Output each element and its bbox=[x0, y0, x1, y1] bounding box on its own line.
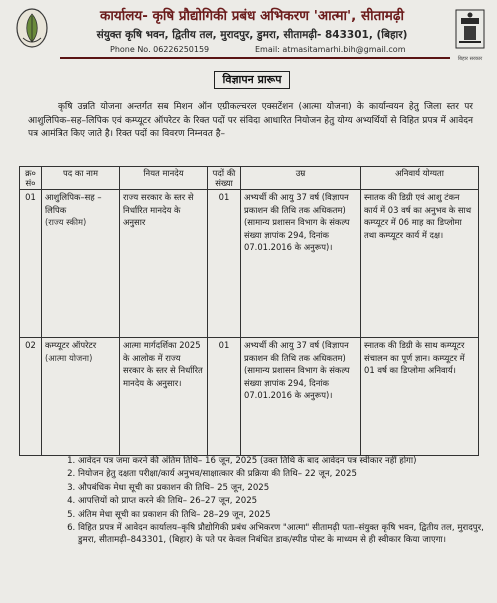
intro-paragraph: कृषि उन्नति योजना अन्तर्गत सब मिशन ऑन एग्रीकल्चरल एक्सटेंशन (आत्मा योजना) के कार्यान्वयन हेतु जिला स्तर पर आशुलिपिक–सह–लिपिक एवं कम्प्यूटर ऑपरेटर के रिक्त पदों पर संविदा आधारित नियोजन हेतु योग्य अभ्यर्थियों से विहित प्रपत्र में आवेदन पत्र आमंत्रित किए जाते है। रिक्त पदों का विवरण निम्नवत है– bbox=[28, 102, 473, 139]
advertisement-title: विज्ञापन प्रारूप bbox=[214, 71, 290, 89]
org-title: कार्यालय- कृषि प्रौद्योगिकी प्रबंध अभिकरण 'आत्मा', सीतामढ़ी bbox=[100, 8, 404, 24]
atma-logo bbox=[15, 8, 49, 50]
row-qualification: स्नातक की डिग्री एवं आशु टंकन कार्य में 03 वर्ष का अनुभव के साथ कम्प्यूटर में 06 माह का डिप्लोमा तथा कम्प्यूटर कार्य में दक्ष। bbox=[361, 190, 479, 338]
table-row bbox=[20, 338, 479, 456]
row-pay: आत्मा मार्गदर्शिका 2025 के आलोक में राज्य सरकार के स्तर से निर्धारित मानदेय के अनुसार। bbox=[120, 338, 208, 456]
bihar-emblem-logo bbox=[452, 6, 488, 56]
row-post-name: आशुलिपिक–सह –लिपिक bbox=[45, 192, 102, 215]
emblem-caption: बिहार सरकार bbox=[457, 56, 483, 62]
phone-number: Phone No. 06226250159 bbox=[110, 45, 210, 54]
row-pay: राज्य सरकार के स्तर से निर्धारित मानदेय के अनुसार bbox=[120, 190, 208, 338]
header-qualification: अनिवार्य योग्यता bbox=[361, 167, 479, 190]
list-item: 3. औपबंधिक मेधा सूची का प्रकाशन की तिथि– 25 जून, 2025 bbox=[78, 482, 488, 494]
org-address: संयुक्त कृषि भवन, द्वितीय तल, मुरादपुर, डुमरा, सीतामढ़ी- 843301, (बिहार) bbox=[96, 29, 408, 41]
header-serial: क्र० सं० bbox=[20, 167, 42, 190]
row-age: अभ्यर्थी की आयु 37 वर्ष (विज्ञापन प्रकाशन की तिथि तक अधिकतम) (सामान्य प्रशासन विभाग के संकल्प संख्या ज्ञापांक 294, दिनांक 07.01.2016 के अनुरूप)। bbox=[241, 338, 361, 456]
list-item: 5. अंतिम मेधा सूची का प्रकाशन की तिथि– 28–29 जून, 2025 bbox=[78, 509, 488, 521]
row-post-cell bbox=[42, 338, 120, 456]
row-qualification: स्नातक की डिग्री के साथ कम्प्यूटर संचालन का पूर्ण ज्ञान। कम्प्यूटर में 01 वर्ष का डिप्लोमा अनिवार्य। bbox=[361, 338, 479, 456]
row-post-scheme: (राज्य स्कीम) bbox=[45, 217, 87, 228]
header-pay: नियत मानदेय bbox=[120, 167, 208, 190]
row-count: 01 bbox=[208, 190, 241, 338]
notes-list bbox=[66, 455, 488, 548]
header-age: उम्र bbox=[241, 167, 361, 190]
row-post-scheme: (आत्मा योजना) bbox=[45, 352, 93, 363]
header-post-name: पद का नाम bbox=[42, 167, 120, 190]
row-serial: 01 bbox=[20, 190, 42, 338]
row-post-name: कम्प्यूटर ऑपरेटर bbox=[45, 340, 97, 350]
row-age: अभ्यर्थी की आयु 37 वर्ष (विज्ञापन प्रकाशन की तिथि तक अधिकतम) (सामान्य प्रशासन विभाग के संकल्प संख्या ज्ञापांक 294, दिनांक 07.01.2016 के अनुरूप)। bbox=[241, 190, 361, 338]
table-row bbox=[20, 190, 479, 338]
list-item: 1. आवेदन पत्र जमा करने की अंतिम तिथि– 16 जून, 2025 (उक्त तिथि के बाद आवेदन पत्र स्वीकार नहीं होगा) bbox=[78, 455, 488, 467]
list-item: 6. विहित प्रपत्र में आवेदन कार्यालय–कृषि प्रौद्योगिकी प्रबंध अभिकरण "आत्मा" सीतामढ़ी पता–संयुक्त कृषि भवन, द्वितीय तल, मुरादपुर, डुमरा, सीतामढ़ी–843301, (बिहार) के पते पर केवल निबंधित डाक/स्पीड पोस्ट के माध्यम से ही स्वीकार किया जाएगा। bbox=[78, 522, 488, 547]
row-count: 01 bbox=[208, 338, 241, 456]
list-item: 4. आपत्तियों को प्राप्त करने की तिथि– 26–27 जून, 2025 bbox=[78, 495, 488, 507]
email-address: Email: atmasitamarhi.bih@gmail.com bbox=[255, 45, 406, 54]
header-post-count: पदों की संख्या bbox=[208, 167, 241, 190]
row-serial: 02 bbox=[20, 338, 42, 456]
row-post-cell bbox=[42, 190, 120, 338]
list-item: 2. नियोजन हेतु दक्षता परीक्षा/कार्य अनुभव/साक्षात्कार की प्रक्रिया की तिथि– 22 जून, 2025 bbox=[78, 468, 488, 480]
table-header-row bbox=[20, 167, 479, 190]
vacancy-table bbox=[19, 166, 479, 456]
header-divider bbox=[60, 57, 450, 59]
